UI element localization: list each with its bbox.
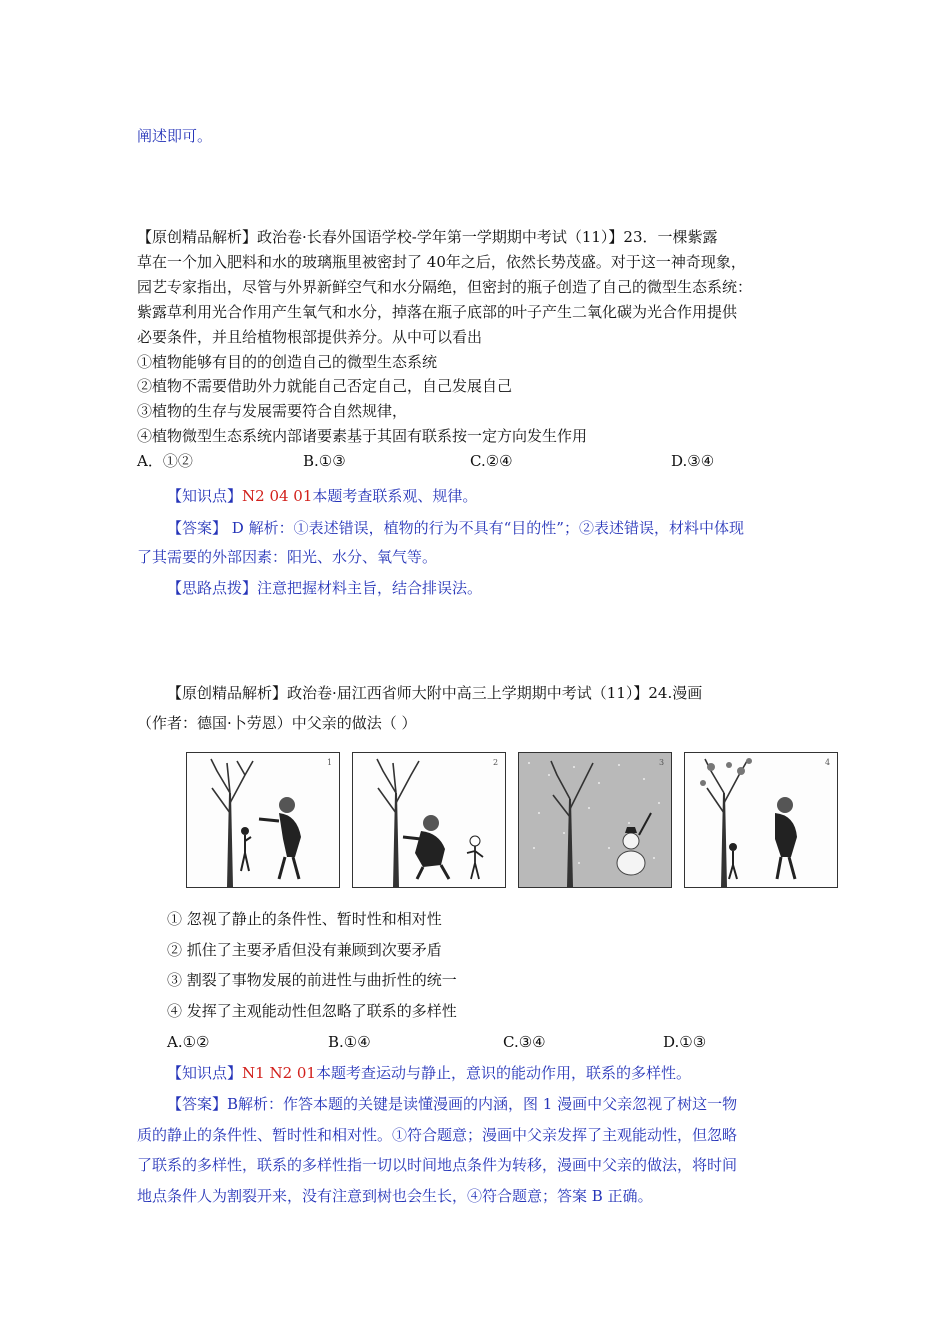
q24-answer-cont: 地点条件人为割裂开来，没有注意到树也会生长，④符合题意；答案 B 正确。 — [137, 1187, 653, 1205]
q24-item-3: ③ 割裂了事物发展的前进性与曲折性的统一 — [167, 971, 457, 989]
q24-option-d: D.①③ — [663, 1033, 707, 1051]
q23-item-3: ③植物的生存与发展需要符合自然规律， — [137, 402, 408, 420]
q23-item-1: ①植物能够有目的的创造自己的微型生态系统 — [137, 353, 438, 371]
q23-answer — [167, 518, 744, 538]
q23-option-d: D.③④ — [671, 452, 715, 470]
q24-stem-line: （作者：德国·卜劳恩）中父亲的做法（ ） — [137, 714, 417, 732]
q23-tip — [167, 578, 482, 598]
q23-stem-line: 园艺专家指出，尽管与外界新鲜空气和水分隔绝，但密封的瓶子创造了自己的微型生态系统： — [137, 278, 753, 296]
q24-option-b: B.①④ — [328, 1033, 371, 1051]
q23-option-a: A．①② — [137, 452, 193, 470]
q24-item-4: ④ 发挥了主观能动性但忽略了联系的多样性 — [167, 1002, 457, 1020]
q23-item-4: ④植物微型生态系统内部诸要素基于其固有联系按一定方向发生作用 — [137, 427, 588, 445]
q23-item-2: ②植物不需要借助外力就能自己否定自己，自己发展自己 — [137, 377, 513, 395]
comic-panel-3 — [518, 752, 672, 888]
q24-option-a: A.①② — [167, 1033, 210, 1051]
comic-strip — [186, 752, 842, 892]
comic-panel-1 — [186, 752, 340, 888]
svg-text:4: 4 — [825, 758, 831, 767]
q24-answer-cont: 了联系的多样性，联系的多样性指一切以时间地点条件为转移，漫画中父亲的做法，将时间 — [137, 1156, 738, 1174]
q23-knowledge-point — [167, 486, 477, 506]
q24-knowledge-point — [167, 1063, 691, 1083]
q24-item-2: ② 抓住了主要矛盾但没有兼顾到次要矛盾 — [167, 941, 442, 959]
q23-stem-line: 紫露草利用光合作用产生氧气和水分，掉落在瓶子底部的叶子产生二氧化碳为光合作用提供 — [137, 303, 738, 321]
knowledge-point-text: 本题考查联系观、规律。 — [312, 487, 478, 505]
q23-stem-line: 必要条件，并且给植物根部提供养分。从中可以看出 — [137, 328, 483, 346]
comic-panel-4 — [684, 752, 838, 888]
q23-option-b: B.①③ — [303, 452, 346, 470]
knowledge-point-code: N2 04 01 — [242, 487, 313, 505]
q23-stem-line: 草在一个加入肥料和水的玻璃瓶里被密封了 40年之后，依然长势茂盛。对于这一神奇现象， — [137, 253, 746, 271]
answer-tag: 【答案】 — [167, 519, 228, 537]
q24-answer — [167, 1094, 737, 1114]
svg-text:1: 1 — [327, 758, 333, 767]
answer-text: 解析：①表述错误，植物的行为不具有“目的性”；②表述错误，材料中体现 — [248, 519, 744, 537]
answer-text: B解析：作答本题的关键是读懂漫画的内涵，图 1 漫画中父亲忽视了树这一物 — [227, 1095, 738, 1113]
knowledge-point-tag: 【知识点】 — [167, 487, 243, 505]
q23-stem-line: 【原创精品解析】政治卷·长春外国语学校-学年第一学期期中考试（11）】23．一棵紫露 — [137, 228, 718, 246]
q24-option-c: C.③④ — [503, 1033, 546, 1051]
comic-panel-2 — [352, 752, 506, 888]
previous-answer-tail: 阐述即可。 — [137, 127, 213, 145]
q24-answer-cont: 质的静止的条件性、暂时性和相对性。①符合题意；漫画中父亲发挥了主观能动性，但忽略 — [137, 1126, 738, 1144]
svg-text:2: 2 — [493, 758, 499, 767]
q24-item-1: ① 忽视了静止的条件性、暂时性和相对性 — [167, 910, 442, 928]
answer-tag: 【答案】 — [167, 1095, 228, 1113]
knowledge-point-code: N1 N2 01 — [242, 1064, 316, 1082]
q24-stem-line: 【原创精品解析】政治卷·届江西省师大附中高三上学期期中考试（11）】24.漫画 — [167, 684, 703, 702]
answer-letter: D — [231, 519, 244, 537]
svg-text:3: 3 — [659, 758, 665, 767]
knowledge-point-text: 本题考查运动与静止，意识的能动作用，联系的多样性。 — [315, 1064, 691, 1082]
tip-tag: 【思路点拨】 — [167, 579, 258, 597]
knowledge-point-tag: 【知识点】 — [167, 1064, 243, 1082]
q23-option-c: C.②④ — [470, 452, 513, 470]
q23-answer-cont: 了其需要的外部因素：阳光、水分、氧气等。 — [137, 548, 438, 566]
tip-text: 注意把握材料主旨，结合排误法。 — [257, 579, 483, 597]
